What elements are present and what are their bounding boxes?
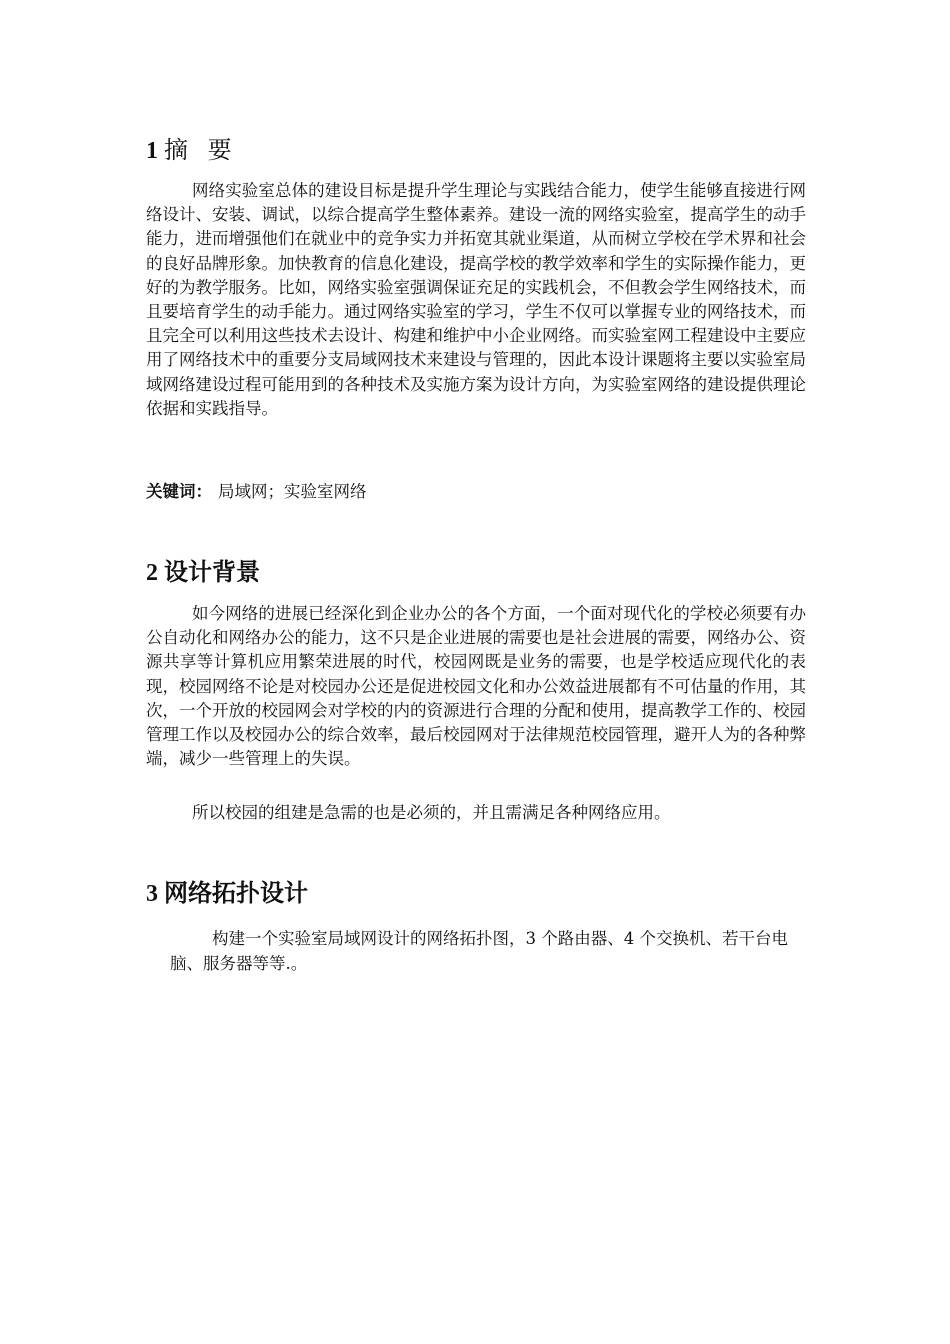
topology-paragraph: 构建一个实验室局域网设计的网络拓扑图，3 个路由器、4 个交换机、若干台电脑、服务器等等.。 [170, 929, 788, 973]
keywords-value: 局域网；实验室网络 [218, 482, 367, 501]
background-paragraph-1: 如今网络的进展已经深化到企业办公的各个方面，一个面对现代化的学校必须要有办公自动化和网络办公的能力，这不只是企业进展的需要也是社会进展的需要，网络办公、资源共享等计算机应用繁荣进展的时代，校园网既是业务的需要，也是学校适应现代化的表现，校园网络不论是对校园办公还是促进校园文化和办公效益进展都有不可估量的作用，其次，一个开放的校园网会对学校的内的资源进行合理的分配和使用，提高教学工作的、校园管理工作以及校园办公的综合效率，最后校园网对于法律规范校园管理，避开人为的各种弊端，减少一些管理上的失误。 [146, 604, 806, 769]
section-title: 网络拓扑设计 [164, 878, 308, 907]
section-title: 摘 要 [164, 136, 238, 164]
abstract-paragraph: 网络实验室总体的建设目标是提升学生理论与实践结合能力，使学生能够直接进行网络设计、安装、调试，以综合提高学生整体素养。建设一流的网络实验室，提高学生的动手能力，进而增强他们在就业中的竞争实力并拓宽其就业渠道，从而树立学校在学术界和社会的良好品牌形象。加快教育的信息化建设，提高学校的教学效率和学生的实际操作能力，更好的为教学服务。比如，网络实验室强调保证充足的实践机会，不但教会学生网络技术，而且要培育学生的动手能力。通过网络实验室的学习，学生不仅可以掌握专业的网络技术，而且完全可以利用这些技术去设计、构建和维护中小企业网络。而实验室网工程建设中主要应用了网络技术中的重要分支局域网技术来建设与管理的，因此本设计课题将主要以实验室局域网络建设过程可能用到的各种技术及实施方案为设计方向，为实验室网络的建设提供理论依据和实践指导。 [146, 181, 806, 418]
background-paragraph-2: 所以校园的组建是急需的也是必须的，并且需满足各种网络应用。 [192, 803, 671, 822]
section-number: 1 [146, 138, 158, 164]
keywords-line [146, 480, 367, 504]
section-number: 2 [146, 560, 158, 586]
keywords-label: 关键词： [146, 482, 212, 501]
section-heading-background [146, 556, 260, 589]
section-title: 设计背景 [164, 557, 260, 586]
section-number: 3 [146, 881, 158, 907]
section-heading-abstract [146, 134, 238, 167]
section-heading-topology [146, 877, 308, 910]
